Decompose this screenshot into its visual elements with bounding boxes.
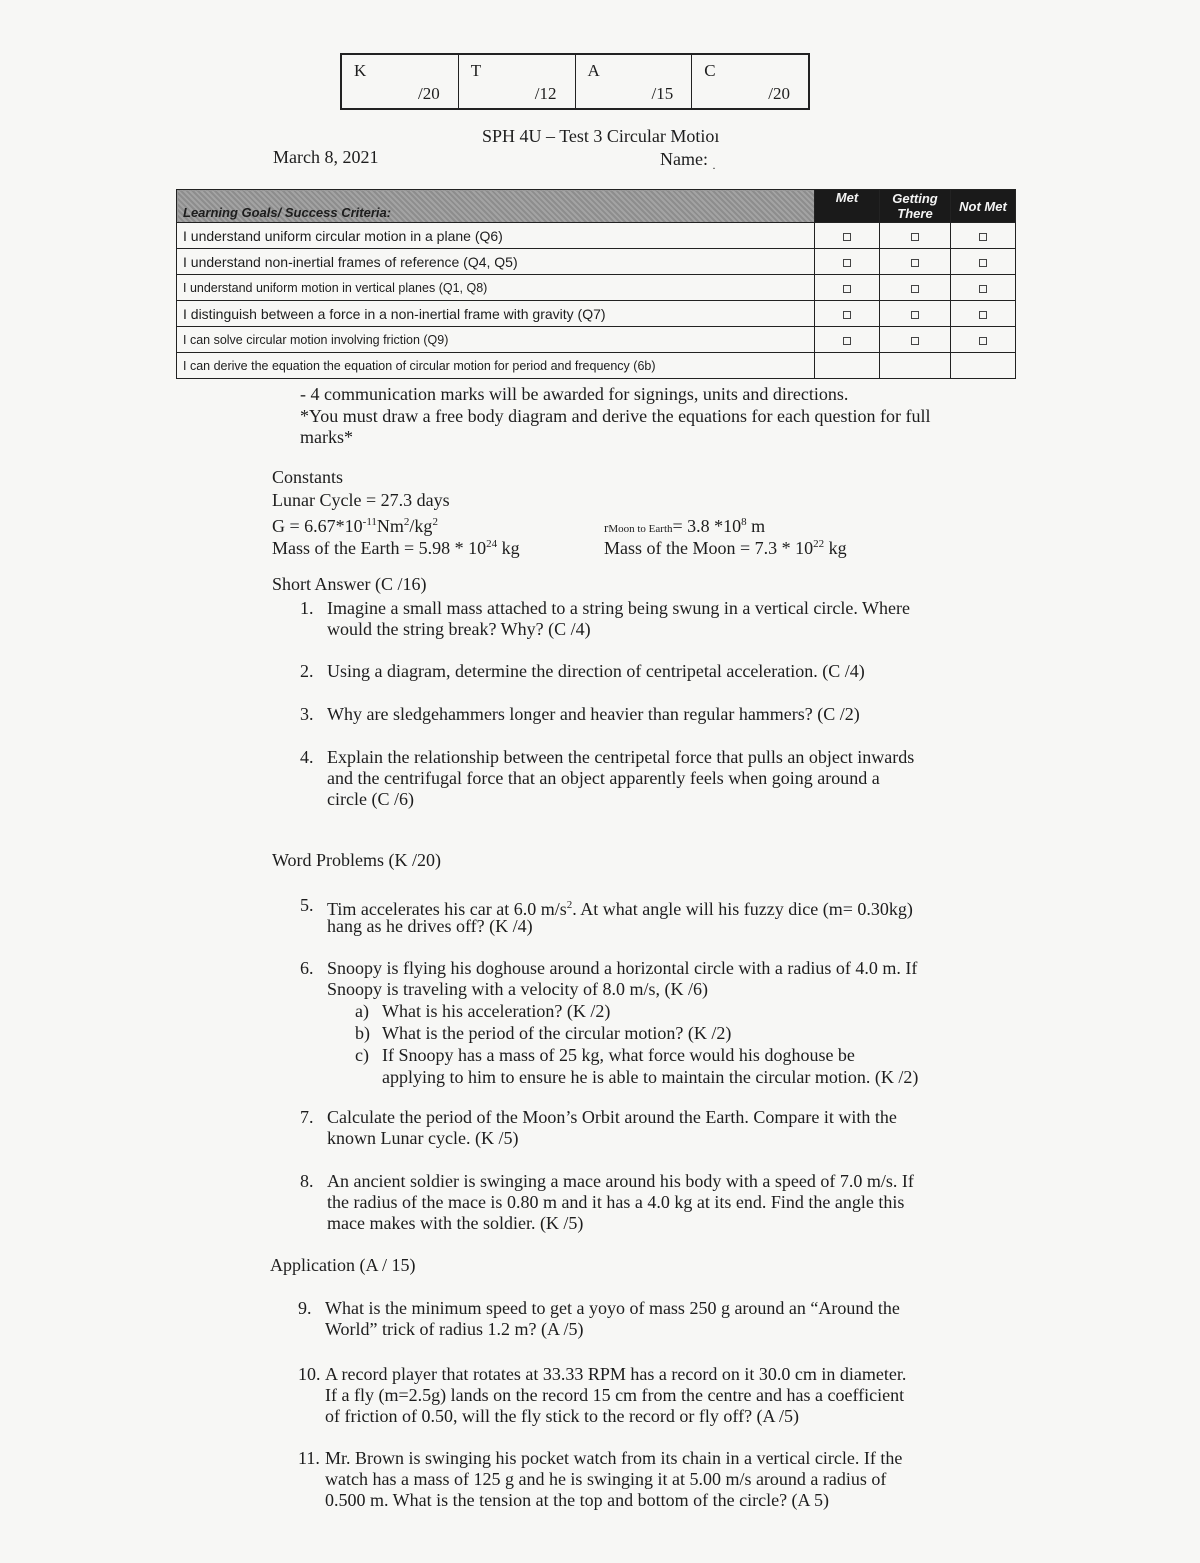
question-text: mace makes with the soldier. (K /5) [327, 1213, 584, 1233]
question-text: Why are sledgehammers longer and heavier than regular hammers? (C /2) [327, 704, 860, 724]
g-value: G = 6.67*10 [272, 516, 363, 536]
short-answer-title: Short Answer (C /16) [272, 574, 427, 594]
question-text: watch has a mass of 125 g and he is swinging it at 5.00 m/s around a radius of [325, 1469, 887, 1489]
goal-row [177, 223, 1016, 249]
moon-mass-text: Mass of the Moon = 7.3 * 10 [604, 538, 814, 558]
lunar-cycle: Lunar Cycle = 27.3 days [272, 490, 450, 510]
subquestion-label: a) [355, 1001, 369, 1021]
question-number: 5. [300, 895, 314, 915]
question-number: 3. [300, 704, 314, 724]
question-text: would the string break? Why? (C /4) [327, 619, 591, 639]
g-unit: Nm [376, 516, 404, 536]
name-label: Name: $_.$ [660, 149, 716, 172]
col-not-met: Not Met [951, 190, 1016, 223]
communication-note: - 4 communication marks will be awarded for signings, units and directions. [300, 384, 849, 404]
question-text: Imagine a small mass attached to a string being swung in a vertical circle. Where [327, 598, 910, 618]
checkbox-not-met[interactable] [951, 301, 1016, 327]
empty-cell [815, 353, 880, 379]
earth-mass [272, 533, 520, 559]
question-text: 0.500 m. What is the tension at the top and bottom of the circle? (A 5) [325, 1490, 830, 1510]
question-text: A record player that rotates at 33.33 RPM has a record on it 30.0 cm in diameter. [325, 1364, 907, 1384]
question-text: If a fly (m=2.5g) lands on the record 15 cm from the centre and has a coefficient [325, 1385, 905, 1405]
question-text: the radius of the mace is 0.80 m and it has a 4.0 kg at its end. Find the angle this [327, 1192, 905, 1212]
question-text: What is the minimum speed to get a yoyo of mass 250 g around an “Around the [325, 1298, 900, 1318]
score-letter: C [704, 61, 716, 80]
earth-exp: 24 [486, 538, 498, 550]
g-kg: /kg [409, 516, 433, 536]
score-cell-k [342, 55, 459, 108]
checkbox-getting-there[interactable] [880, 275, 951, 301]
question-text: known Lunar cycle. (K /5) [327, 1128, 519, 1148]
r-value: = 3.8 *10 [672, 516, 742, 536]
checkbox-met[interactable] [815, 249, 880, 275]
goals-header: Learning Goals/ Success Criteria: [177, 190, 815, 223]
goal-text: I distinguish between a force in a non-inertial frame with gravity (Q7) [177, 301, 815, 327]
goal-text: I can derive the equation the equation of circular motion for period and frequency (6b) [177, 353, 815, 379]
col-met: Met [815, 190, 880, 223]
goal-row [177, 353, 1016, 379]
r-label: r [604, 520, 609, 535]
score-out-of: /20 [418, 84, 440, 103]
subquestion-text: What is his acceleration? (K /2) [382, 1001, 611, 1021]
goal-text: I can solve circular motion involving friction (Q9) [177, 327, 815, 353]
earth-unit: kg [497, 538, 520, 558]
question-text: Snoopy is flying his doghouse around a horizontal circle with a radius of 4.0 m. If [327, 958, 918, 978]
r-subscript: Moon to Earth [608, 523, 673, 535]
score-cell-t [459, 55, 576, 108]
fbd-note: *You must draw a free body diagram and derive the equations for each question for full marks* [300, 406, 931, 447]
g-kg-exponent: 2 [432, 516, 438, 528]
question-text: Explain the relationship between the centripetal force that pulls an object inwards [327, 747, 915, 767]
checkbox-getting-there[interactable] [880, 327, 951, 353]
question-text: and the centrifugal force that an object apparently feels when going around a [327, 768, 880, 788]
question-text: An ancient soldier is swinging a mace around his body with a speed of 7.0 m/s. If [327, 1171, 914, 1191]
goal-row [177, 275, 1016, 301]
checkbox-getting-there[interactable] [880, 249, 951, 275]
g-exponent: -11 [362, 516, 377, 528]
question-text: Mr. Brown is swinging his pocket watch from its chain in a vertical circle. If the [325, 1448, 903, 1468]
question-text: of friction of 0.50, will the fly stick to the record or fly off? (A /5) [325, 1406, 800, 1426]
question-text: World” trick of radius 1.2 m? (A /5) [325, 1319, 584, 1339]
question-number: 6. [300, 958, 314, 978]
question-text: Using a diagram, determine the direction of centripetal acceleration. (C /4) [327, 661, 865, 681]
checkbox-not-met[interactable] [951, 223, 1016, 249]
q5-part-b: . At what angle will his fuzzy dice (m= 0.30kg) [572, 899, 913, 919]
checkbox-met[interactable] [815, 223, 880, 249]
question-text: Calculate the period of the Moon’s Orbit around the Earth. Compare it with the [327, 1107, 897, 1127]
score-cell-a [576, 55, 693, 108]
question-number: 2. [300, 661, 314, 681]
name-label-text: Name: [660, 149, 708, 169]
question-text: Snoopy is traveling with a velocity of 8.0 m/s, (K /6) [327, 979, 708, 999]
question-text: hang as he drives off? (K /4) [327, 916, 533, 936]
learning-goals-table [176, 189, 1016, 379]
checkbox-not-met[interactable] [951, 249, 1016, 275]
checkbox-getting-there[interactable] [880, 301, 951, 327]
empty-cell [880, 353, 951, 379]
score-cell-c [692, 55, 808, 108]
subquestion-text: If Snoopy has a mass of 25 kg, what force would his doghouse be [382, 1045, 855, 1065]
question-number: 8. [300, 1171, 314, 1191]
q5-exp: 2 [566, 899, 573, 911]
goal-row [177, 301, 1016, 327]
question-number: 9. [298, 1298, 312, 1318]
checkbox-met[interactable] [815, 275, 880, 301]
subquestion-text: What is the period of the circular motion? (K /2) [382, 1023, 732, 1043]
score-out-of: /12 [534, 84, 557, 103]
empty-cell [951, 353, 1016, 379]
score-letter: K [354, 61, 367, 80]
test-date: March 8, 2021 [273, 147, 379, 167]
col-getting-there: Getting There [880, 190, 951, 223]
subquestion-text: applying to him to ensure he is able to maintain the circular motion. (K /2) [382, 1067, 919, 1087]
question-number: 1. [300, 598, 314, 618]
r-unit: m [746, 516, 766, 536]
r-exp: 8 [741, 516, 747, 528]
word-problems-title: Word Problems (K /20) [272, 850, 442, 870]
checkbox-not-met[interactable] [951, 327, 1016, 353]
question-number: 4. [300, 747, 314, 767]
goal-text: I understand uniform circular motion in a plane (Q6) [177, 223, 815, 249]
goal-text: I understand uniform motion in vertical planes (Q1, Q8) [177, 275, 815, 301]
goal-row [177, 249, 1016, 275]
question-number: 10. [298, 1364, 321, 1384]
subquestion-label: b) [355, 1023, 370, 1043]
question-number: 11. [298, 1448, 320, 1468]
page-title: SPH 4U – Test 3 Circular Motioı [482, 126, 720, 146]
score-letter: A [587, 61, 600, 80]
goal-text: I understand non-inertial frames of reference (Q4, Q5) [177, 249, 815, 275]
moon-unit: kg [824, 538, 847, 558]
goal-row [177, 327, 1016, 353]
subquestion-label: c) [355, 1045, 369, 1065]
earth-mass-text: Mass of the Earth = 5.98 * 10 [272, 538, 487, 558]
g-unit-exponent: 2 [403, 516, 410, 528]
moon-mass [604, 533, 847, 559]
q5-part-a: Tim accelerates his car at 6.0 m/s [327, 899, 567, 919]
checkbox-met[interactable] [815, 301, 880, 327]
constants-title: Constants [272, 467, 344, 487]
score-out-of: /20 [768, 84, 790, 103]
moon-exp: 22 [813, 538, 825, 550]
score-letter: T [470, 61, 482, 80]
question-number: 7. [300, 1107, 314, 1127]
checkbox-met[interactable] [815, 327, 880, 353]
score-table [340, 53, 810, 110]
checkbox-not-met[interactable] [951, 275, 1016, 301]
score-out-of: /15 [651, 84, 674, 103]
checkbox-getting-there[interactable] [880, 223, 951, 249]
application-title: Application (A / 15) [270, 1255, 416, 1275]
question-text: circle (C /6) [327, 789, 414, 809]
